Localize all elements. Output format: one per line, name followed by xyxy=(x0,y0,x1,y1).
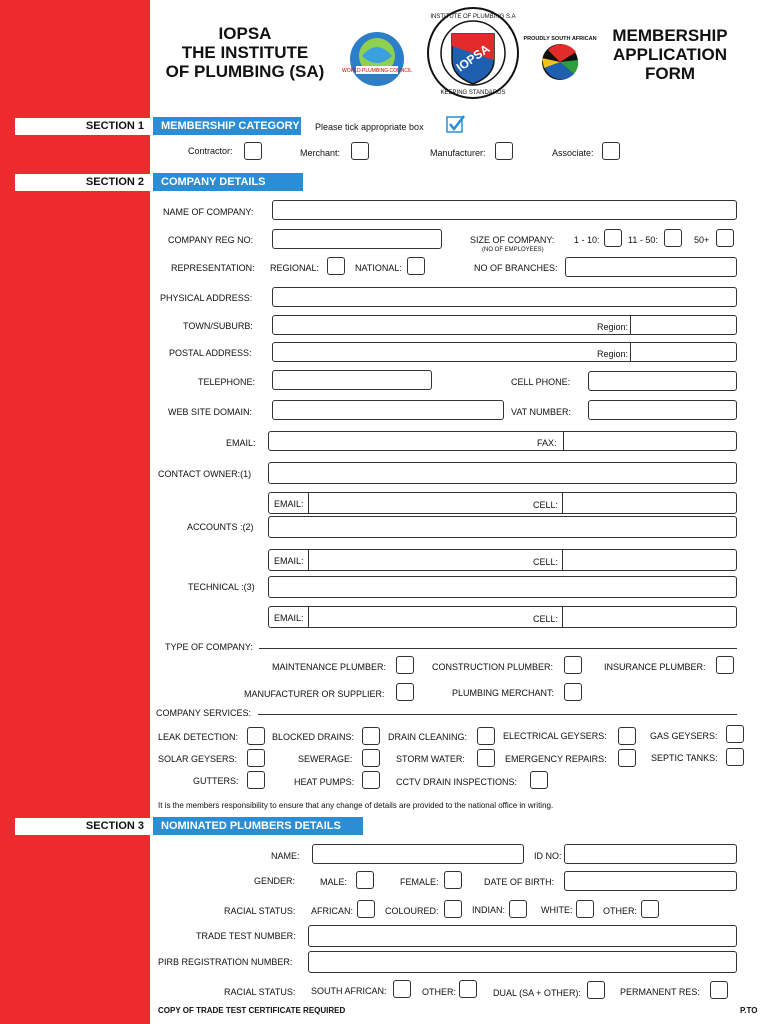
email-label: EMAIL: xyxy=(226,438,256,448)
white-checkbox[interactable] xyxy=(576,900,594,918)
form-line-2: APPLICATION xyxy=(613,45,727,64)
region-divider-1 xyxy=(630,316,631,334)
vat-input[interactable] xyxy=(588,400,737,420)
physical-address-label: PHYSICAL ADDRESS: xyxy=(160,293,253,303)
seal-top-text: INSTITUTE OF PLUMBING S.A xyxy=(430,14,516,20)
contact-owner-label: CONTACT OWNER:(1) xyxy=(158,469,252,479)
telephone-input[interactable] xyxy=(272,370,432,390)
national-checkbox[interactable] xyxy=(407,257,425,275)
fax-divider xyxy=(563,432,564,450)
racial-status-label: RACIAL STATUS: xyxy=(224,906,296,916)
regional-checkbox[interactable] xyxy=(327,257,345,275)
size-2-checkbox[interactable] xyxy=(664,229,682,247)
septic-tanks-checkbox[interactable] xyxy=(726,748,744,766)
technical-email-input[interactable] xyxy=(268,606,737,628)
female-label: FEMALE: xyxy=(400,877,439,887)
solar-geysers-checkbox[interactable] xyxy=(247,749,265,767)
gutters-label: GUTTERS: xyxy=(193,776,239,786)
associate-checkbox[interactable] xyxy=(602,142,620,160)
seal-bottom-text: KEEPING STANDARDS xyxy=(440,90,506,96)
org-line-1: IOPSA xyxy=(218,24,272,43)
other-label: OTHER: xyxy=(603,906,638,916)
accounts-email-divider xyxy=(308,550,309,570)
male-label: MALE: xyxy=(320,877,348,887)
postal-address-label: POSTAL ADDRESS: xyxy=(169,348,252,358)
town-input[interactable] xyxy=(272,315,737,335)
contact-owner-email-input[interactable] xyxy=(268,492,737,514)
technical-cell-divider xyxy=(562,607,563,627)
accounts-label: ACCOUNTS :(2) xyxy=(187,522,254,532)
coloured-label: COLOURED: xyxy=(385,906,439,916)
manufacturer-supplier-checkbox[interactable] xyxy=(396,683,414,701)
african-checkbox[interactable] xyxy=(357,900,375,918)
checkmark-icon xyxy=(446,114,466,134)
sewerage-label: SEWERAGE: xyxy=(298,754,353,764)
emergency-repairs-label: EMERGENCY REPAIRS: xyxy=(505,754,607,764)
contact-owner-input[interactable] xyxy=(268,462,737,484)
seal-center-text: IOPSA xyxy=(453,41,493,75)
red-sidebar xyxy=(0,0,150,1024)
postal-address-input[interactable] xyxy=(272,342,737,362)
plumber-name-input[interactable] xyxy=(312,844,524,864)
org-title xyxy=(155,24,335,81)
national-label: NATIONAL: xyxy=(355,263,402,273)
town-label: TOWN/SUBURB: xyxy=(183,321,253,331)
cell-phone-label: CELL PHONE: xyxy=(511,377,571,387)
insurance-checkbox[interactable] xyxy=(716,656,734,674)
fax-label: FAX: xyxy=(537,438,557,448)
plumbing-merchant-label: PLUMBING MERCHANT: xyxy=(452,688,555,698)
female-checkbox[interactable] xyxy=(444,871,462,889)
gender-label: GENDER: xyxy=(254,876,296,886)
region-divider-2 xyxy=(630,343,631,361)
other-2-label: OTHER: xyxy=(422,987,457,997)
other-checkbox[interactable] xyxy=(641,900,659,918)
gutters-checkbox[interactable] xyxy=(247,771,265,789)
permanent-res-label: PERMANENT RES: xyxy=(620,987,700,997)
emergency-repairs-checkbox[interactable] xyxy=(618,749,636,767)
proudly-sa-logo xyxy=(523,30,597,88)
section-1-tab: MEMBERSHIP CATEGORY xyxy=(153,117,301,135)
size-2-label: 11 - 50: xyxy=(628,235,658,245)
telephone-label: TELEPHONE: xyxy=(198,377,256,387)
gas-geysers-checkbox[interactable] xyxy=(726,725,744,743)
cctv-label: CCTV DRAIN INSPECTIONS: xyxy=(396,777,518,787)
technical-email-divider xyxy=(308,607,309,627)
male-checkbox[interactable] xyxy=(356,871,374,889)
proudly-sa-text: PROUDLY SOUTH AFRICAN xyxy=(523,36,597,42)
blocked-drains-checkbox[interactable] xyxy=(362,727,380,745)
section-3-label: SECTION 3 xyxy=(15,818,150,835)
opt-manufacturer-label: Manufacturer: xyxy=(430,148,486,158)
section-2-tab: COMPANY DETAILS xyxy=(153,173,303,191)
septic-tanks-label: SEPTIC TANKS: xyxy=(651,753,718,763)
solar-geysers-label: SOLAR GEYSERS: xyxy=(158,754,238,764)
company-name-label: NAME OF COMPANY: xyxy=(163,207,254,217)
region-label-1: Region: xyxy=(597,322,629,332)
world-plumbing-logo xyxy=(341,30,413,88)
cell-phone-input[interactable] xyxy=(588,371,737,391)
id-no-input[interactable] xyxy=(564,844,737,864)
indian-checkbox[interactable] xyxy=(509,900,527,918)
maintenance-checkbox[interactable] xyxy=(396,656,414,674)
opt-contractor-label: Contractor: xyxy=(188,146,233,156)
contact-owner-email-label: EMAIL: xyxy=(274,499,304,509)
plumber-name-label: NAME: xyxy=(271,851,300,861)
contractor-checkbox[interactable] xyxy=(244,142,262,160)
storm-water-label: STORM WATER: xyxy=(396,754,465,764)
type-of-company-rule xyxy=(259,648,737,649)
maintenance-label: MAINTENANCE PLUMBER: xyxy=(272,662,387,672)
company-services-label: COMPANY SERVICES: xyxy=(156,708,252,718)
coloured-checkbox[interactable] xyxy=(444,900,462,918)
blocked-drains-label: BLOCKED DRAINS: xyxy=(272,732,355,742)
tick-instruction: Please tick appropriate box xyxy=(315,122,424,132)
section-1-label: SECTION 1 xyxy=(15,118,150,135)
contact-owner-email-divider xyxy=(308,493,309,513)
section-2-label: SECTION 2 xyxy=(15,174,150,191)
regional-label: REGIONAL: xyxy=(270,263,320,273)
size-label: SIZE OF COMPANY: xyxy=(470,235,555,245)
construction-checkbox[interactable] xyxy=(564,656,582,674)
accounts-input[interactable] xyxy=(268,516,737,538)
company-reg-input[interactable] xyxy=(272,229,442,249)
contact-owner-cell-label: CELL: xyxy=(533,500,559,510)
drain-cleaning-label: DRAIN CLEANING: xyxy=(388,732,468,742)
merchant-checkbox[interactable] xyxy=(351,142,369,160)
contact-owner-cell-divider xyxy=(562,493,563,513)
size-3-label: 50+ xyxy=(694,235,710,245)
region-label-2: Region: xyxy=(597,349,629,359)
sewerage-checkbox[interactable] xyxy=(362,749,380,767)
manufacturer-checkbox[interactable] xyxy=(495,142,513,160)
african-label: AFRICAN: xyxy=(311,906,354,916)
gas-geysers-label: GAS GEYSERS: xyxy=(650,731,718,741)
iopsa-seal-logo xyxy=(426,6,520,100)
electrical-geysers-label: ELECTRICAL GEYSERS: xyxy=(503,731,607,741)
physical-address-input[interactable] xyxy=(272,287,737,307)
org-line-3: OF PLUMBING (SA) xyxy=(165,62,325,81)
pirb-input[interactable] xyxy=(308,951,737,973)
accounts-email-input[interactable] xyxy=(268,549,737,571)
cctv-checkbox[interactable] xyxy=(530,771,548,789)
size-1-label: 1 - 10: xyxy=(574,235,600,245)
copy-required-note: COPY OF TRADE TEST CERTIFICATE REQUIRED xyxy=(158,1006,346,1015)
vat-label: VAT NUMBER: xyxy=(511,407,572,417)
pirb-label: PIRB REGISTRATION NUMBER: xyxy=(158,957,293,967)
pto-note: P.TO xyxy=(740,1006,758,1015)
details-notice: It is the members responsibility to ensure that any change of details are provided to the national office in writing. xyxy=(158,801,554,810)
form-line-3: FORM xyxy=(644,64,696,83)
employees-note: (NO OF EMPLOYEES) xyxy=(482,247,544,253)
storm-water-checkbox[interactable] xyxy=(477,749,495,767)
technical-cell-label: CELL: xyxy=(533,614,559,624)
dob-label: DATE OF BIRTH: xyxy=(484,877,555,887)
world-plumbing-text: WORLD PLUMBING COUNCIL xyxy=(341,68,413,74)
leak-detection-label: LEAK DETECTION: xyxy=(158,732,239,742)
electrical-geysers-checkbox[interactable] xyxy=(618,727,636,745)
id-no-label: ID NO: xyxy=(534,851,562,861)
drain-cleaning-checkbox[interactable] xyxy=(477,727,495,745)
branches-input[interactable] xyxy=(565,257,737,277)
accounts-email-label: EMAIL: xyxy=(274,556,304,566)
email-input[interactable] xyxy=(268,431,737,451)
form-line-1: MEMBERSHIP xyxy=(612,26,728,45)
form-title xyxy=(590,26,750,83)
plumbing-merchant-checkbox[interactable] xyxy=(564,683,582,701)
company-name-input[interactable] xyxy=(272,200,737,220)
company-services-rule xyxy=(258,714,737,715)
permanent-res-checkbox[interactable] xyxy=(710,981,728,999)
accounts-cell-label: CELL: xyxy=(533,557,559,567)
section-3-tab: NOMINATED PLUMBERS DETAILS xyxy=(153,817,363,835)
dob-input[interactable] xyxy=(564,871,737,891)
company-reg-label: COMPANY REG NO: xyxy=(168,235,254,245)
dual-checkbox[interactable] xyxy=(587,981,605,999)
branches-label: NO OF BRANCHES: xyxy=(474,263,558,273)
leak-detection-checkbox[interactable] xyxy=(247,727,265,745)
size-3-checkbox[interactable] xyxy=(716,229,734,247)
technical-input[interactable] xyxy=(268,576,737,598)
type-of-company-label: TYPE OF COMPANY: xyxy=(165,642,253,652)
construction-label: CONSTRUCTION PLUMBER: xyxy=(432,662,554,672)
dual-label: DUAL (SA + OTHER): xyxy=(493,988,581,998)
manufacturer-supplier-label: MANUFACTURER OR SUPPLIER: xyxy=(244,689,385,699)
heat-pumps-checkbox[interactable] xyxy=(362,771,380,789)
heat-pumps-label: HEAT PUMPS: xyxy=(294,777,355,787)
opt-merchant-label: Merchant: xyxy=(300,148,341,158)
representation-label: REPRESENTATION: xyxy=(171,263,255,273)
org-line-2: THE INSTITUTE xyxy=(181,43,309,62)
other-2-checkbox[interactable] xyxy=(459,980,477,998)
technical-email-label: EMAIL: xyxy=(274,613,304,623)
size-1-checkbox[interactable] xyxy=(604,229,622,247)
opt-associate-label: Associate: xyxy=(552,148,594,158)
indian-label: INDIAN: xyxy=(472,905,506,915)
south-african-checkbox[interactable] xyxy=(393,980,411,998)
website-input[interactable] xyxy=(272,400,504,420)
white-label: WHITE: xyxy=(541,905,573,915)
south-african-label: SOUTH AFRICAN: xyxy=(311,986,387,996)
trade-test-label: TRADE TEST NUMBER: xyxy=(196,931,296,941)
website-label: WEB SITE DOMAIN: xyxy=(168,407,253,417)
accounts-cell-divider xyxy=(562,550,563,570)
trade-test-input[interactable] xyxy=(308,925,737,947)
racial-status-2-label: RACIAL STATUS: xyxy=(224,987,296,997)
technical-label: TECHNICAL :(3) xyxy=(188,582,255,592)
insurance-label: INSURANCE PLUMBER: xyxy=(604,662,706,672)
